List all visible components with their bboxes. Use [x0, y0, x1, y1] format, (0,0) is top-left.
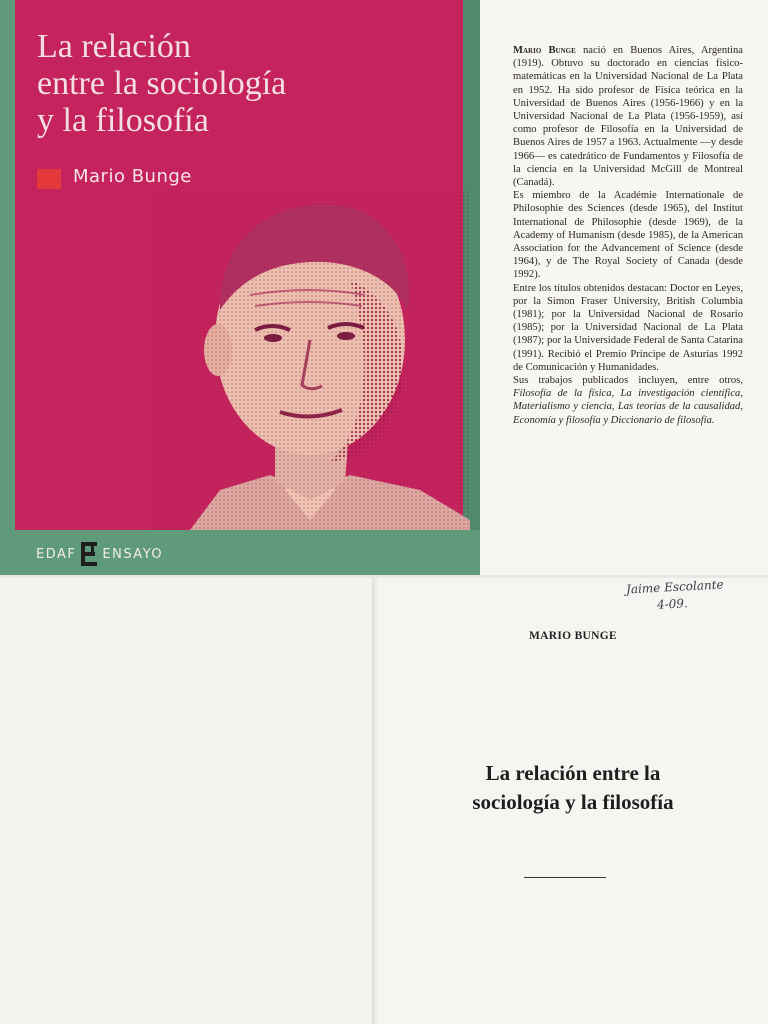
works-paragraph [513, 374, 743, 427]
blank-left-page [0, 578, 372, 1024]
title-rule [524, 877, 606, 878]
publisher-mark [36, 539, 163, 569]
memberships-paragraph: Es miembro de la Académie Internationale de Philosophie des Sciences (desde 1965), del Institut International de Philosophie (desde 1969), de la Academy of Humanism (desde 1985), de la American Association for the Advancement of Science (desde 1964), y de The Royal Society of Canada (desde 1992). [513, 190, 743, 281]
works-list: Filosofía de la física, La investigación científica, Materialismo y ciencia, Las teorías de la causalidad, Economía y filosofía y Diccionario de filosofía. [513, 388, 743, 426]
cover-title-line: y la filosofía [37, 102, 209, 139]
works-intro: Sus trabajos publicados incluyen, entre otros, [513, 375, 743, 387]
collection-name: ENSAYO [102, 546, 164, 562]
author-biography [513, 44, 743, 427]
title-page [378, 578, 768, 1024]
publisher-name: EDAF [36, 546, 77, 562]
bio-text: nació en Buenos Aires, Argentina (1919). Obtuvo su doctorado en ciencias físico-matemáticas en la Universidad Nacional de La Plata en 1952. Ha sido profesor de Física teórica en la Universidad de Buenos Aires (1956-1966) y en la Universidad Nacional de La Plata (1956-1959), así como profesor de Filosofía en la Universidad de Buenos Aires de 1957 a 1963. Actualmente —y desde 1966— es catedrático de Fundamentos y Filosofía de la ciencia en la Universidad McGill de Montreal (Canadá). [513, 45, 743, 189]
cover-spine-strip [0, 0, 15, 575]
cover-author: Mario Bunge [73, 166, 192, 187]
cover-title [37, 28, 457, 139]
title-page-title [378, 759, 768, 817]
book-cover [0, 0, 480, 575]
bio-author-name: Mario Bunge [513, 45, 576, 56]
bio-paragraph [513, 44, 743, 189]
author-marker [37, 169, 61, 189]
handwritten-name: Jaime Escolante [625, 577, 724, 597]
title-line: sociología y la filosofía [472, 790, 674, 814]
cover-title-line: La relación [37, 28, 191, 65]
back-flap [480, 0, 768, 575]
handwritten-date: 4-09. [656, 596, 689, 612]
titles-paragraph: Entre los títulos obtenidos destacan: Doctor en Leyes, por la Simon Fraser University, British Columbia (1981); por la Universidad Nacional de Rosario (1985); por la Universidad Nacional de La Plata (1987); por la Universidade Federal de Santa Catarina (1991). Recibió el Premio Príncipe de Asturias 1992 de Comunicación y Humanidades. [513, 282, 743, 373]
title-line: La relación entre la [485, 761, 661, 785]
title-page-author: MARIO BUNGE [529, 630, 617, 642]
author-portrait [150, 190, 470, 530]
cover-title-line: entre la sociología [37, 65, 287, 102]
publisher-logo-icon [80, 541, 98, 567]
